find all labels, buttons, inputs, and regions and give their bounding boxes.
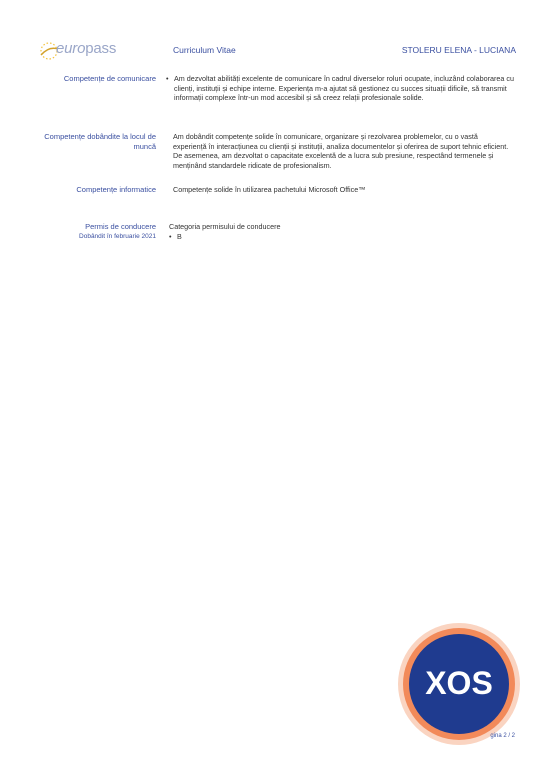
page-number: gina 2 / 2 (490, 733, 515, 739)
section-label: Competențe dobândite la locul de muncă (44, 132, 156, 151)
europass-logo (38, 40, 128, 62)
section-label: Competențe de comunicare (63, 74, 156, 83)
europass-logo-text: europass (56, 40, 117, 57)
license-label: Permis de conducere (85, 222, 156, 231)
xos-watermark-logo (397, 622, 521, 746)
section-content (166, 74, 516, 103)
section-content: Competențe solide în utilizarea pachetului Microsoft Office™ (173, 185, 366, 194)
bullet-item: • Am dezvoltat abilități excelente de comunicare în cadrul diverselor roluri ocupate, incluzând colaborarea cu clienți, instituții și echipe interne. Experiența m-a ajutat să gestionez cu succes situații dificile, să transmit informații complexe într-un mod accesibil și să creez relații profesionale solide. (166, 74, 516, 103)
section-label: Competențe informatice (76, 185, 156, 194)
license-category: • B (169, 232, 519, 242)
person-name: STOLERU ELENA - LUCIANA (401, 45, 516, 55)
license-date: Dobândit în februarie 2021 (79, 233, 156, 240)
section-content: Am dobândit competențe solide în comunicare, organizare și rezolvarea problemelor, cu o vastă experiență în interacțiunea cu clienții și instituții, analiza documentelor și oferirea de suport tehnic eficient. De asemenea, am dezvoltat o capacitate excelentă de a lucra sub presiune, respectând termenele și menținând standardele ridicate de profesionalism. (173, 132, 509, 170)
document-title: Curriculum Vitae (173, 45, 236, 55)
license-category-title: Categoria permisului de conducere (169, 222, 281, 231)
cv-header (0, 36, 543, 66)
section-label (26, 222, 156, 242)
watermark-text: XOS (425, 665, 493, 701)
section-content (169, 222, 519, 241)
